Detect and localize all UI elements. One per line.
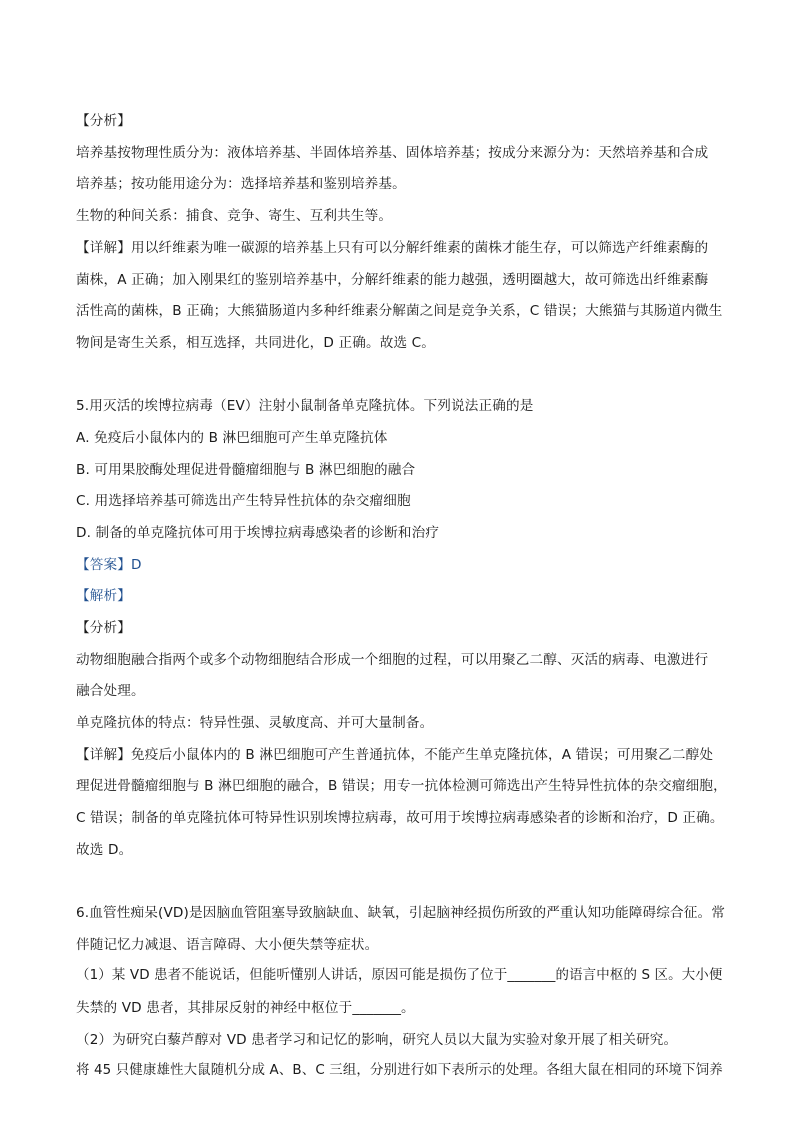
text-line: 故选 D。 xyxy=(76,842,133,858)
analysis-label: 【解析】 xyxy=(76,588,131,604)
text-line: C 错误；制备的单克隆抗体可特异性识别埃博拉病毒，故可用于埃博拉病毒感染者的诊断和治疗，D 正确。 xyxy=(76,810,724,826)
text-line: 物间是寄生关系，相互选择，共同进化，D 正确。故选 C。 xyxy=(76,335,436,351)
text-line: 【分析】 xyxy=(76,113,131,129)
text-line: 将 45 只健康雄性大鼠随机分成 A、B、C 三组，分别进行如下表所示的处理。各组大鼠在相同的环境下饲养 xyxy=(76,1063,723,1078)
text-line: 菌株，A 正确；加入刚果红的鉴别培养基中，分解纤维素的能力越强，透明圈越大，故可筛选出纤维素酶 xyxy=(76,272,709,288)
option-c: C. 用选择培养基可筛选出产生特异性抗体的杂交瘤细胞 xyxy=(76,493,411,509)
text-line: 培养基；按功能用途分为：选择培养基和鉴别培养基。 xyxy=(76,176,406,192)
text-line: 单克隆抗体的特点：特异性强、灵敏度高、并可大量制备。 xyxy=(76,715,434,731)
question-6-stem: 6.血管性痴呆(VD)是因脑血管阻塞导致脑缺血、缺氧，引起脑神经损伤所致的严重认知功能障碍综合征。常 xyxy=(76,905,725,921)
sub-question-1: （1）某 VD 患者不能说话，但能听懂别人讲话，原因可能是损伤了位于_______的语言中枢的 S 区。大小便 xyxy=(76,968,723,983)
option-d: D. 制备的单克隆抗体可用于埃博拉病毒感染者的诊断和治疗 xyxy=(76,525,440,541)
text-line: 生物的种间关系：捕食、竞争、寄生、互利共生等。 xyxy=(76,208,393,224)
answer-label: 【答案】D xyxy=(76,557,142,573)
text-line: 动物细胞融合指两个或多个动物细胞结合形成一个细胞的过程，可以用聚乙二醇、灭活的病毒、电激进行 xyxy=(76,652,709,668)
text-line: 融合处理。 xyxy=(76,683,145,699)
sub-question-2: （2）为研究白藜芦醇对 VD 患者学习和记忆的影响，研究人员以大鼠为实验对象开展了相关研究。 xyxy=(76,1032,678,1048)
text-line: 【分析】 xyxy=(76,620,131,636)
text-line: 伴随记忆力减退、语言障碍、大小便失禁等症状。 xyxy=(76,937,379,953)
option-b: B. 可用果胶酶处理促进骨髓瘤细胞与 B 淋巴细胞的融合 xyxy=(76,462,416,478)
text-line: 培养基按物理性质分为：液体培养基、半固体培养基、固体培养基；按成分来源分为：天然培养基和合成 xyxy=(76,145,709,161)
text-line: 失禁的 VD 患者，其排尿反射的神经中枢位于_______。 xyxy=(76,1000,415,1016)
text-line: 【详解】用以纤维素为唯一碳源的培养基上只有可以分解纤维素的菌株才能生存，可以筛选产纤维素酶的 xyxy=(76,240,709,256)
text-line: 【详解】免疫后小鼠体内的 B 淋巴细胞可产生普通抗体，不能产生单克隆抗体，A 错误；可用聚乙二醇处 xyxy=(76,747,714,763)
text-line: 理促进骨髓瘤细胞与 B 淋巴细胞的融合，B 错误；用专一抗体检测可筛选出产生特异性抗体的杂交瘤细胞， xyxy=(76,778,727,794)
text-line: 活性高的菌株，B 正确；大熊猫肠道内多种纤维素分解菌之间是竞争关系，C 错误；大熊猫与其肠道内微生 xyxy=(76,303,723,319)
option-a: A. 免疫后小鼠体内的 B 淋巴细胞可产生单克隆抗体 xyxy=(76,430,388,446)
question-5-stem: 5.用灭活的埃博拉病毒（EV）注射小鼠制备单克隆抗体。下列说法正确的是 xyxy=(76,398,534,414)
